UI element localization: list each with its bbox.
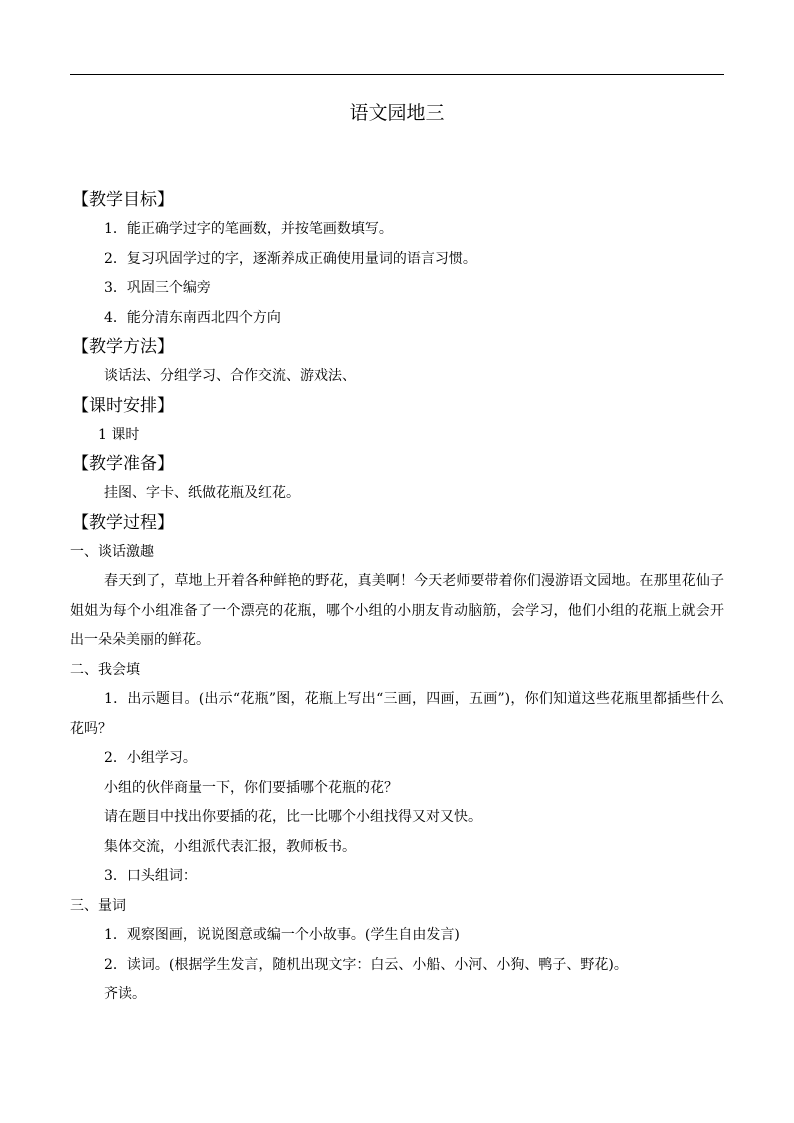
section-title: 一、谈话激趣 (70, 543, 154, 560)
schedule-text: 1 课时 (98, 426, 140, 443)
section-title: 二、我会填 (70, 661, 140, 678)
paragraph: 齐读。 (104, 986, 146, 1002)
paragraph: 1．观察图画，说说图意或编一个小故事。(学生自由发言) (104, 927, 460, 943)
heading-methods: 【教学方法】 (72, 337, 174, 357)
paragraph: 1．出示题目。(出示“花瓶”图，花瓶上写出“三画，四画，五画”)，你们知道这些花瓶里都插些什么花吗？ (70, 691, 724, 737)
paragraph: 请在题目中找出你要插的花，比一比哪个小组找得又对又快。 (104, 809, 482, 825)
paragraph: 2．小组学习。 (104, 750, 197, 766)
paragraph: 春天到了，草地上开着各种鲜艳的野花，真美啊！今天老师要带着你们漫游语文园地。在那里花仙子姐姐为每个小组准备了一个漂亮的花瓶，哪个小组的小朋友肯动脑筋，会学习，他们小组的花瓶上就会开出一朵朵美丽的鲜花。 (70, 573, 724, 648)
paragraph: 2．读词。(根据学生发言，随机出现文字：白云、小船、小河、小狗、鸭子、野花)。 (104, 956, 628, 973)
goal-item: 2．复习巩固学过的字，逐渐养成正确使用量词的语言习惯。 (104, 250, 477, 267)
paragraph: 3．口头组词： (104, 868, 197, 884)
goal-item: 4．能分清东南西北四个方向 (104, 309, 281, 326)
document-body (70, 186, 724, 1010)
paragraph: 集体交流，小组派代表汇报，教师板书。 (104, 838, 356, 855)
goal-item: 3．巩固三个编旁 (104, 280, 211, 296)
heading-process: 【教学过程】 (72, 512, 174, 533)
heading-prep: 【教学准备】 (72, 454, 174, 474)
prep-text: 挂图、字卡、纸做花瓶及红花。 (104, 485, 300, 501)
heading-schedule: 【课时安排】 (72, 395, 174, 416)
section-title: 三、量词 (70, 897, 126, 914)
paragraph: 小组的伙伴商量一下，你们要插哪个花瓶的花？ (104, 779, 398, 796)
methods-text: 谈话法、分组学习、合作交流、游戏法、 (104, 368, 356, 384)
heading-goals: 【教学目标】 (72, 190, 174, 210)
goal-item: 1．能正确学过字的笔画数，并按笔画数填写。 (104, 221, 393, 237)
header-rule (70, 74, 724, 75)
page-title: 语文园地三 (349, 102, 445, 124)
